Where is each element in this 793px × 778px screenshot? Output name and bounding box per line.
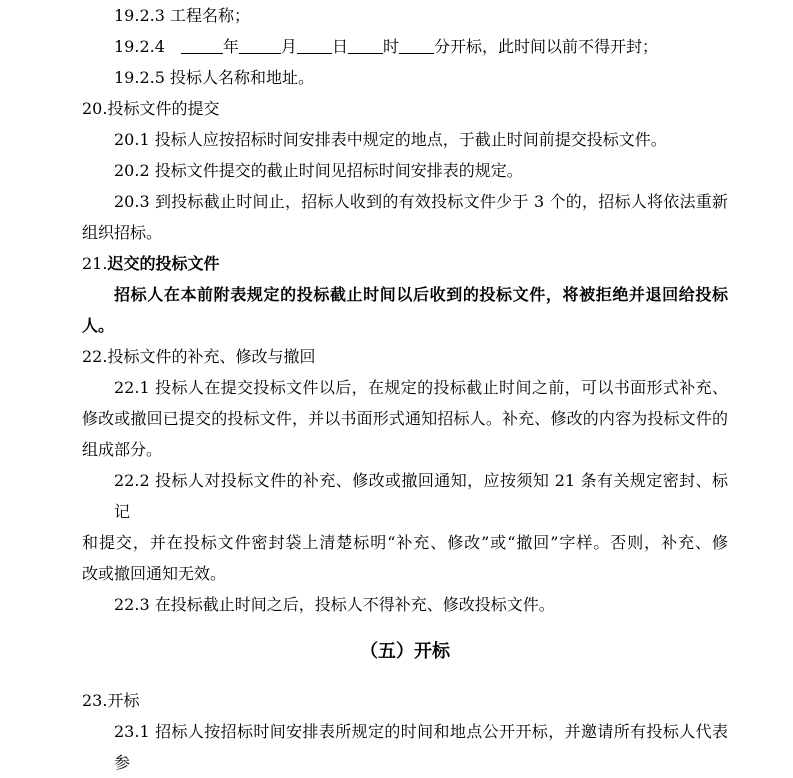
clause-22-2-cont-2: 改或撤回通知无效。 (82, 564, 227, 583)
section-23-title: 23.开标 (82, 691, 140, 710)
text-segment: 21. (82, 254, 108, 273)
clause-22-1: 22.1 投标人在提交投标文件以后，在规定的投标截止时间之前，可以书面形式补充、 (114, 378, 728, 397)
section-21-title (82, 248, 728, 279)
section-22-title: 22.投标文件的补充、修改与撤回 (82, 347, 316, 366)
text-segment: 年 (222, 37, 239, 56)
clause-22-2-cont-1: 和提交，并在投标文件密封袋上清楚标明“补充、修改”或“撤回”字样。否则，补充、修 (82, 533, 728, 552)
fill-in-blank-underline (297, 39, 332, 54)
clause-20-3-cont: 组织招标。 (82, 223, 163, 242)
fill-in-blank-underline (399, 39, 434, 54)
clause-20-2: 20.2 投标文件提交的截止时间见招标时间安排表的规定。 (114, 161, 523, 180)
text-segment: 月 (280, 37, 297, 56)
text-segment: 19.2.4 (114, 37, 181, 56)
clause-22-2: 22.2 投标人对投标文件的补充、修改或撤回通知，应按须知 21 条有关规定密封、标记 (114, 471, 728, 521)
text-segment: 迟交的投标文件 (107, 254, 220, 273)
text-segment: 分开标，此时间以前不得开封； (433, 37, 658, 56)
section-5-heading: （五）开标 (360, 641, 450, 662)
clause-22-3: 22.3 在投标截止时间之后，投标人不得补充、修改投标文件。 (114, 595, 555, 614)
clause-19-2-4 (82, 31, 728, 62)
clause-22-1-cont-1: 修改或撤回已提交的投标文件，并以书面形式通知招标人。补充、修改的内容为投标文件的 (82, 409, 728, 428)
text-segment: 日 (331, 37, 348, 56)
clause-20-1: 20.1 投标人应按招标时间安排表中规定的地点，于截止时间前提交投标文件。 (114, 130, 667, 149)
clause-21-para-cont: 人。 (82, 316, 115, 335)
fill-in-blank-underline (181, 39, 223, 54)
section-20-title: 20.投标文件的提交 (82, 99, 220, 118)
fill-in-blank-underline (239, 39, 281, 54)
fill-in-blank-underline (348, 39, 383, 54)
text-segment: 时 (382, 37, 399, 56)
clause-19-2-5: 19.2.5 投标人名称和地址。 (114, 68, 314, 87)
clause-22-1-cont-2: 组成部分。 (82, 440, 163, 459)
clause-21-para: 招标人在本前附表规定的投标截止时间以后收到的投标文件，将被拒绝并退回给投标 (114, 285, 728, 304)
clause-19-2-3: 19.2.3 工程名称； (114, 6, 250, 25)
clause-23-1: 23.1 招标人按招标时间安排表所规定的时间和地点公开开标，并邀请所有投标人代表参 (114, 722, 728, 772)
clause-20-3: 20.3 到投标截止时间止，招标人收到的有效投标文件少于 3 个的，招标人将依法重新 (114, 192, 728, 211)
